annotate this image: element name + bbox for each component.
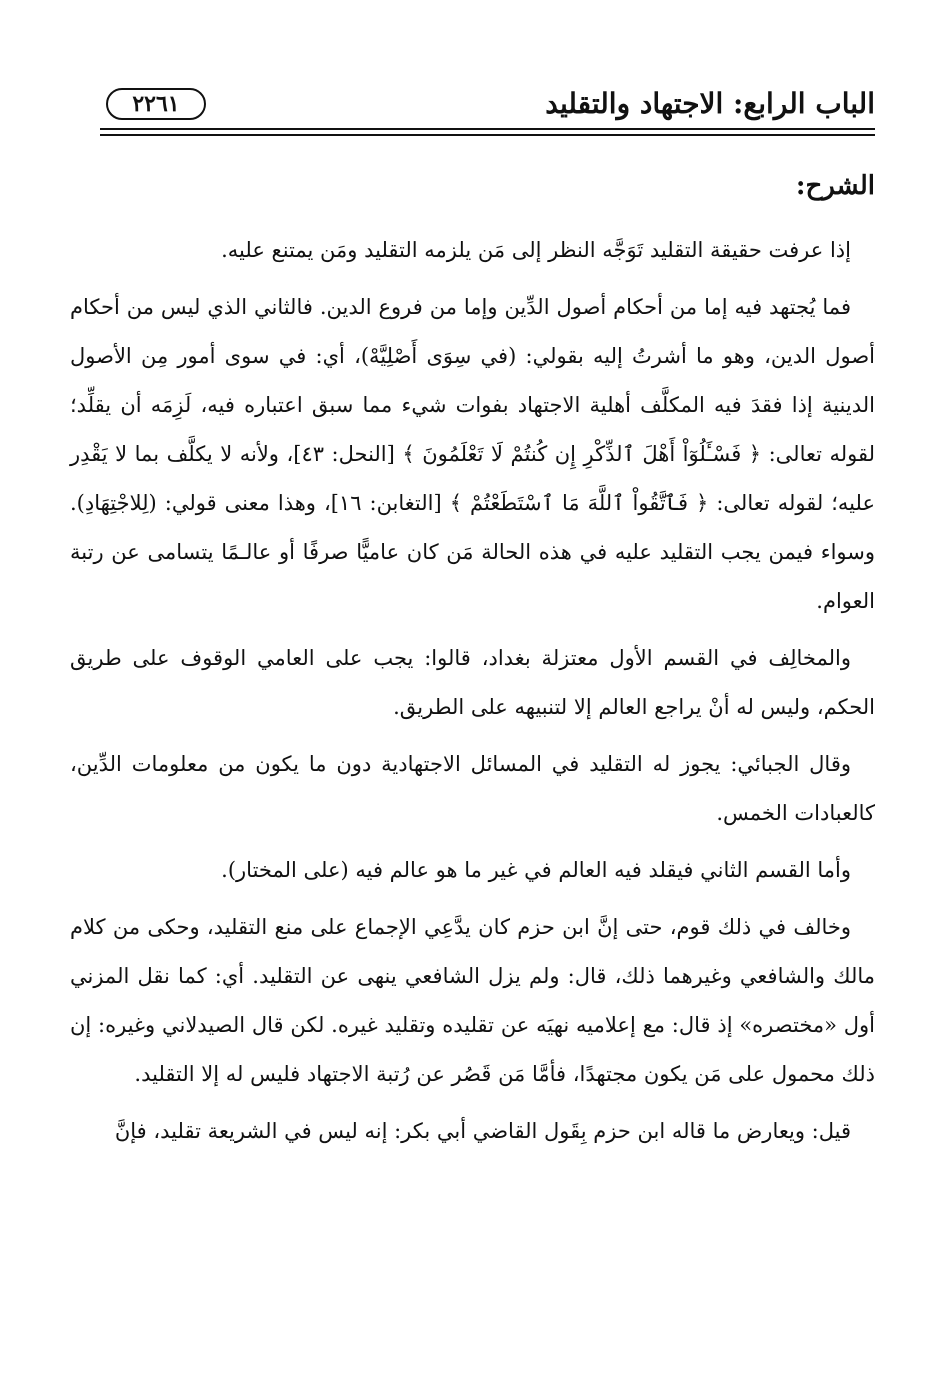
paragraph: إذا عرفت حقيقة التقليد تَوَجَّه النظر إلى مَن يلزمه التقليد ومَن يمتنع عليه. — [221, 238, 851, 262]
paragraph: فما يُجتهد فيه إما من أحكام أصول الدِّين وإما من فروع الدين. فالثاني الذي ليس من أحكام أصول الدين، وهو ما أشرتُ إليه بقولي: (في سِوَى أَصْلِيَّهْ)، أي: في سوى أمور مِن الأصول الدينية إذا فقدَ فيه المكلَّف أهلية الاجتهاد بفوات شيء مما سبق اعتباره فيه، لَزِمَه أن يقلِّد؛ لقوله تعالى: ﴿ فَسْـَٔلُوٓاْ أَهْلَ ٱلذِّكْرِ إِن كُنتُمْ لَا تَعْلَمُونَ ﴾ [النحل: ٤٣]، ولأنه لا يكلَّف بما لا يَقْدِر عليه؛ لقوله تعالى: ﴿ فَٱتَّقُواْ ٱللَّهَ مَا ٱسْتَطَعْتُمْ ﴾ [التغابن: ١٦]، وهذا معنى قولي: (لِلاجْتِهَادِ). وسواء فيمن يجب التقليد عليه في هذه الحالة مَن كان عاميًّا صرفًا أو عالـمًا يتسامى عن رتبة العوام. — [70, 295, 875, 613]
paragraph: والمخالِف في القسم الأول معتزلة بغداد، قالوا: يجب على العامي الوقوف على طريق الحكم، وليس له أنْ يراجع العالم إلا لتنبيهه على الطريق. — [70, 646, 875, 719]
main-text — [70, 160, 875, 1164]
running-header — [100, 84, 875, 124]
paragraph: وأما القسم الثاني فيقلد فيه العالم في غير ما هو عالم فيه (على المختار). — [221, 858, 851, 882]
paragraph: وخالف في ذلك قوم، حتى إنَّ ابن حزم كان يدَّعِي الإجماع على منع التقليد، وحكى من كلام مالك والشافعي وغيرهما ذلك، قال: ولم يزل الشافعي ينهى عن التقليد. أي: كما نقل المزني أول «مختصره» إذ قال: مع إعلاميه نهيَه عن تقليده وتقليد غيره. لكن قال الصيدلاني وغيره: إن ذلك محمول على مَن يكون مجتهدًا، فأمَّا مَن قَصُر عن رُتبة الاجتهاد فليس له إلا التقليد. — [70, 915, 875, 1086]
header-divider — [100, 128, 875, 130]
chapter-title: الباب الرابع: الاجتهاد والتقليد — [545, 87, 875, 120]
page-number-badge: ٢٢٦١ — [106, 88, 206, 120]
paragraph: قيل: ويعارض ما قاله ابن حزم بِقَول القاضي أبي بكر: إنه ليس في الشريعة تقليد، فإنَّ — [114, 1119, 851, 1143]
header-divider-secondary — [100, 134, 875, 136]
paragraph: وقال الجبائي: يجوز له التقليد في المسائل الاجتهادية دون ما يكون من معلومات الدِّين، كالعبادات الخمس. — [70, 752, 875, 825]
section-heading: الشرح: — [795, 171, 875, 201]
